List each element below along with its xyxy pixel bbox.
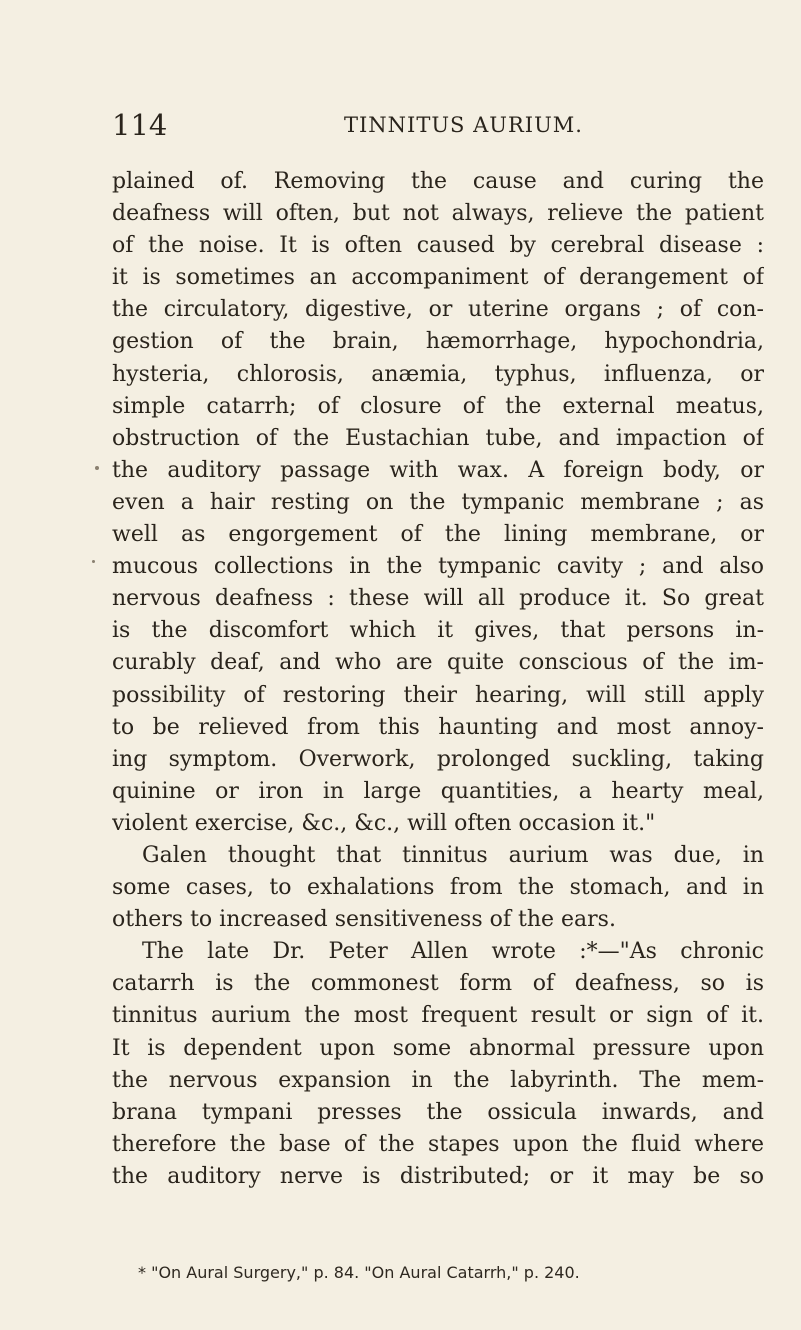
margin-speck — [92, 560, 95, 563]
text-line: obstruction of the Eustachian tube, and impaction of — [112, 425, 764, 451]
text-line: The late Dr. Peter Allen wrote :*—"As chronic — [142, 939, 764, 965]
text-line: of the noise. It is often caused by cerebral disease : — [112, 233, 764, 259]
text-line: the nervous expansion in the labyrinth. The mem- — [112, 1067, 764, 1093]
text-line: ing symptom. Overwork, prolonged suckling, taking — [112, 746, 764, 772]
text-line: the circulatory, digestive, or uterine organs ; of con- — [112, 297, 764, 323]
text-line: even a hair resting on the tympanic membrane ; as — [112, 489, 764, 515]
text-line: mucous collections in the tympanic cavity ; and also — [112, 554, 764, 580]
text-line: some cases, to exhalations from the stomach, and in — [112, 875, 764, 901]
text-line: Galen thought that tinnitus aurium was due, in — [142, 842, 764, 868]
text-line: well as engorgement of the lining membrane, or — [112, 522, 764, 548]
page-header — [112, 108, 762, 142]
text-line: catarrh is the commonest form of deafness, so is — [112, 971, 764, 997]
margin-speck — [95, 466, 99, 470]
text-line: the auditory passage with wax. A foreign body, or — [112, 457, 764, 483]
text-line: simple catarrh; of closure of the external meatus, — [112, 393, 764, 419]
text-line: gestion of the brain, hæmorrhage, hypochondria, — [112, 329, 764, 355]
text-line: possibility of restoring their hearing, will still apply — [112, 682, 764, 708]
footnote: * "On Aural Surgery," p. 84. "On Aural Catarrh," p. 240. — [138, 1263, 580, 1282]
text-line: is the discomfort which it gives, that persons in- — [112, 618, 764, 644]
text-line: It is dependent upon some abnormal pressure upon — [112, 1035, 764, 1061]
text-line: the auditory nerve is distributed; or it may be so — [112, 1163, 764, 1189]
text-line: deafness will often, but not always, relieve the patient — [112, 201, 764, 227]
text-line: curably deaf, and who are quite conscious of the im- — [112, 650, 764, 676]
text-line: it is sometimes an accompaniment of derangement of — [112, 265, 764, 291]
page-number: 114 — [112, 108, 168, 142]
running-head: TINNITUS AURIUM. — [344, 113, 583, 137]
text-line: plained of. Removing the cause and curing the — [112, 169, 764, 194]
text-line: quinine or iron in large quantities, a hearty meal, — [112, 778, 764, 804]
text-line: hysteria, chlorosis, anæmia, typhus, influenza, or — [112, 361, 764, 387]
text-line: violent exercise, &c., &c., will often occasion it." — [112, 810, 656, 836]
text-line: to be relieved from this haunting and most annoy- — [112, 714, 764, 740]
text-line: brana tympani presses the ossicula inwards, and — [112, 1099, 764, 1125]
text-line: therefore the base of the stapes upon the fluid where — [112, 1131, 764, 1157]
text-line: nervous deafness : these will all produce it. So great — [112, 586, 764, 612]
text-line: others to increased sensitiveness of the ears. — [112, 907, 616, 933]
body-text — [112, 166, 764, 1193]
text-line: tinnitus aurium the most frequent result or sign of it. — [112, 1003, 764, 1029]
